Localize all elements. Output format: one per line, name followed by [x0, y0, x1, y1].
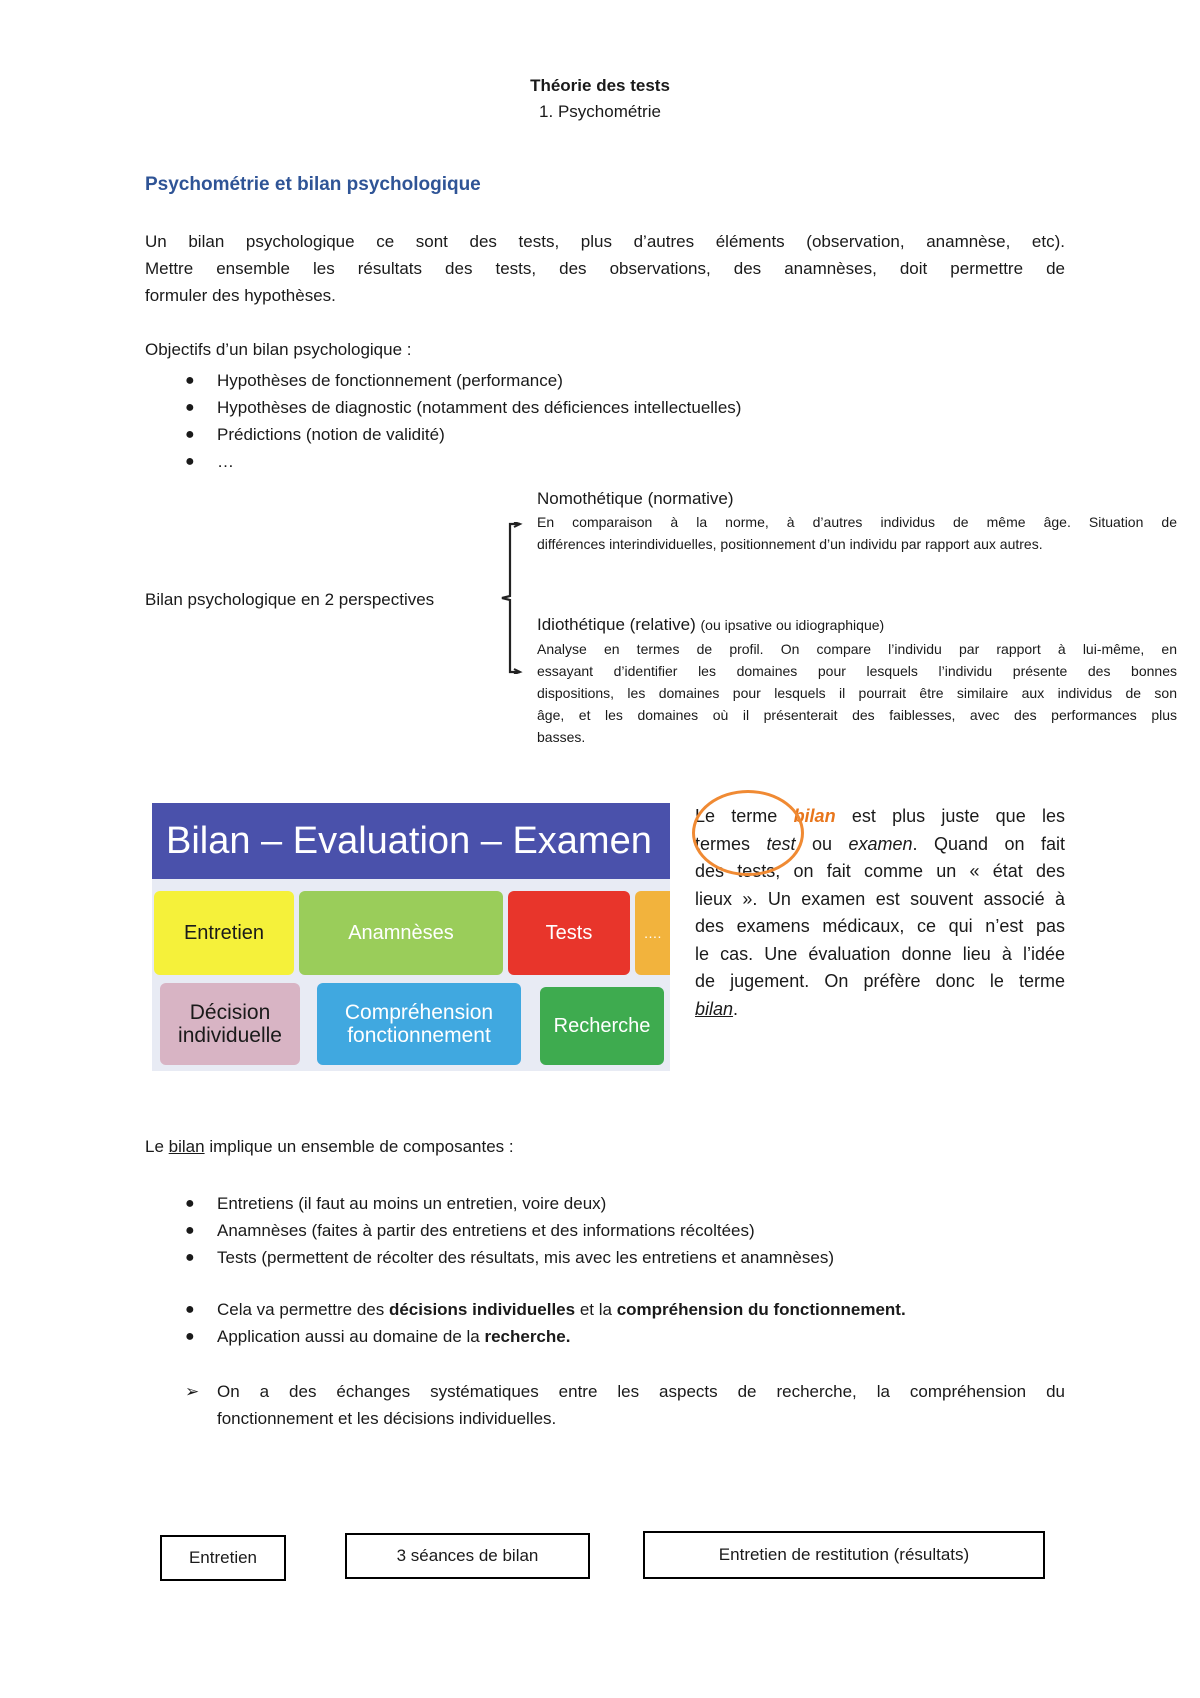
box-entretien: Entretien — [154, 891, 294, 975]
intro-paragraph — [145, 228, 1065, 309]
bullet-icon: ● — [185, 1249, 195, 1266]
highlight-word: bilan — [793, 806, 836, 826]
nomothetic-text: En comparaison à la norme, à d’autres individus de même âge. Situation de différences interindividuelles, positionnement d’un individu par rapport aux autres. — [537, 514, 1177, 552]
box-recherche: Recherche — [540, 987, 664, 1065]
objectives-label: Objectifs d’un bilan psychologique : — [145, 340, 412, 359]
bullet-icon: ● — [185, 426, 195, 443]
flow-step-entretien: Entretien — [160, 1535, 286, 1581]
conclusion-item: ➢ On a des échanges systématiques entre les aspects de recherche, la compréhension du fonctionnement et les décisions individuelles. — [175, 1378, 1065, 1432]
document-title: Théorie des tests — [530, 76, 670, 95]
box-decision: Décision individuelle — [160, 983, 300, 1065]
intro-line: formuler des hypothèses. — [145, 286, 336, 305]
list-item: ● Hypothèses de fonctionnement (performance) — [175, 367, 741, 394]
bullet-icon: ● — [185, 453, 195, 470]
flow-step-seances: 3 séances de bilan — [345, 1533, 590, 1579]
box-tests: Tests — [508, 891, 630, 975]
bullet-icon: ● — [185, 1301, 195, 1318]
idiothetic-title: Idiothétique (relative) (ou ipsative ou idiographique) — [537, 615, 885, 634]
arrow-bullet-icon: ➢ — [185, 1382, 200, 1401]
box-comprehension: Compréhension fonctionnement — [317, 983, 521, 1065]
bullet-icon: ● — [185, 399, 195, 416]
box-anamneses: Anamnèses — [299, 891, 503, 975]
graphic-banner: Bilan – Evaluation – Examen — [152, 803, 670, 879]
bullet-icon: ● — [185, 1222, 195, 1239]
list-item: ● … — [175, 448, 741, 475]
components-list — [175, 1190, 834, 1271]
bilan-graphic — [152, 803, 670, 1071]
list-item: ● Application aussi au domaine de la recherche. — [175, 1323, 906, 1350]
intro-line: Un bilan psychologique ce sont des tests, plus d’autres éléments (observation, anamnèse, etc). — [145, 232, 1065, 251]
brace-icon — [500, 522, 530, 674]
hand-drawn-circle — [692, 790, 804, 876]
document-subtitle: 1. Psychométrie — [539, 102, 661, 121]
nomothetic-title: Nomothétique (normative) — [537, 489, 734, 508]
idiothetic-text: Analyse en termes de profil. On compare l’individu par rapport à lui-même, en essayant d’identifier les domaines pour lesquels l’individu présente des bonnes dispositions, les domaines pour lesquels il pourrait être similaire aux individus de son âge, et les domaines où il présenterait des faiblesses, avec des performances plus basses. — [537, 641, 1177, 745]
box-etc: …. — [635, 891, 670, 975]
components-label: Le bilan implique un ensemble de composantes : — [145, 1137, 514, 1156]
objectives-list — [175, 367, 741, 475]
bullet-icon: ● — [185, 372, 195, 389]
list-item: ● Prédictions (notion de validité) — [175, 421, 741, 448]
side-note: Le terme bilan est plus juste que les termes test ou examen. Quand on fait des tests, on fait comme un « état des lieux ». Un examen est souvent associé à des examens médicaux, ce qui n’est pas le cas. Une évaluation donne lieu à l’idée de jugement. On préfère donc le terme bilan. — [695, 806, 1065, 1019]
list-item: ● Cela va permettre des décisions individuelles et la compréhension du fonctionnement. — [175, 1296, 906, 1323]
list-item: ● Anamnèses (faites à partir des entretiens et des informations récoltées) — [175, 1217, 834, 1244]
perspectives-root-label: Bilan psychologique en 2 perspectives — [145, 590, 435, 609]
outcomes-list — [175, 1296, 906, 1350]
list-item: ● Hypothèses de diagnostic (notamment des déficiences intellectuelles) — [175, 394, 741, 421]
intro-line: Mettre ensemble les résultats des tests, des observations, des anamnèses, doit permettre de — [145, 259, 1065, 278]
idiothetic-note: (ou ipsative ou idiographique) — [700, 617, 885, 633]
flow-step-restitution: Entretien de restitution (résultats) — [643, 1531, 1045, 1579]
section-title: Psychométrie et bilan psychologique — [145, 174, 481, 195]
list-item: ● Entretiens (il faut au moins un entretien, voire deux) — [175, 1190, 834, 1217]
bullet-icon: ● — [185, 1328, 195, 1345]
list-item: ● Tests (permettent de récolter des résultats, mis avec les entretiens et anamnèses) — [175, 1244, 834, 1271]
bullet-icon: ● — [185, 1195, 195, 1212]
